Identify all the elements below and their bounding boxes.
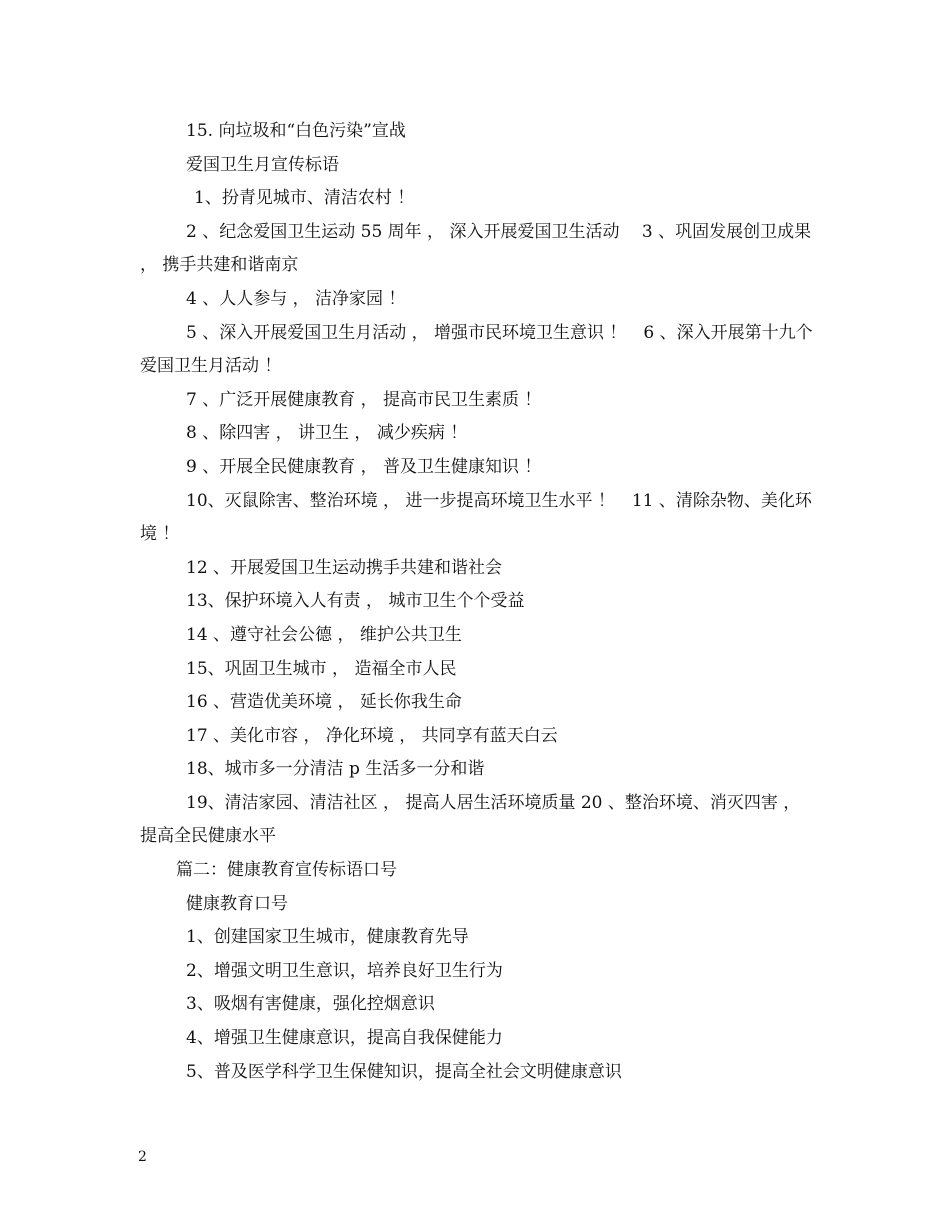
text-line: 7 、广泛开展健康教育 ， 提高市民卫生素质 ！ (186, 389, 542, 410)
text-line: 8 、除四害 ， 讲卫生 ， 减少疾病 ！ (186, 423, 468, 444)
text-line: 12 、开展爱国卫生运动携手共建和谐社会 (186, 557, 503, 578)
text-line: 1、扮青见城市、清洁农村 ！ (194, 188, 415, 209)
text-line: 15、巩固卫生城市 ， 造福全市人民 (186, 658, 457, 679)
text-line: 2、增强文明卫生意识，培养良好卫生行为 (186, 960, 503, 981)
text-line: 17 、美化市容 ， 净化环境 ， 共同享有蓝天白云 (186, 725, 558, 746)
text-line: 15. 向垃圾和“白色污染”宣战 (186, 121, 406, 141)
text-line: 14 、遵守社会公德 ， 维护公共卫生 (186, 624, 462, 645)
text-line: 3、吸烟有害健康，强化控烟意识 (186, 994, 435, 1015)
text-line: 9 、开展全民健康教育 ， 普及卫生健康知识 ！ (186, 456, 542, 477)
page-number: 2 (138, 1149, 147, 1165)
text-line: 18、城市多一分清洁 p 生活多一分和谐 (186, 759, 485, 780)
text-line: 4、增强卫生健康意识，提高自我保健能力 (186, 1028, 503, 1049)
text-line: 2 、纪念爱国卫生运动 55 周年 ， 深入开展爱国卫生活动 3 、巩固发展创卫成果 ， 携手共建和谐南京 (140, 221, 812, 276)
section-heading: 篇二：健康教育宣传标语口号 (176, 860, 397, 881)
section-heading: 爱国卫生月宣传标语 (186, 154, 339, 175)
text-line: 5 、深入开展爱国卫生月活动 ， 增强市民环境卫生意识 ！ 6 、深入开展第十九个爱国卫生月活动 ！ (140, 322, 813, 377)
document-body (140, 115, 820, 1089)
text-line: 19、清洁家园、清洁社区 ， 提高人居生活环境质量 20 、整治环境、消灭四害 ， 提高全民健康水平 (140, 792, 801, 847)
text-line: 10、灭鼠除害、整治环境 ， 进一步提高环境卫生水平 ！ 11 、清除杂物、美化环境 ！ (140, 490, 812, 545)
text-line: 4 、人人参与 ， 洁净家园 ！ (186, 288, 406, 309)
text-line: 1、创建国家卫生城市，健康教育先导 (186, 927, 469, 948)
text-line: 13、保护环境入人有责 ， 城市卫生个个受益 (186, 591, 525, 612)
subsection-heading: 健康教育口号 (186, 893, 288, 914)
text-line: 5、普及医学科学卫生保健知识，提高全社会文明健康意识 (186, 1061, 622, 1082)
text-line: 16 、营造优美环境 ， 延长你我生命 (186, 692, 462, 713)
